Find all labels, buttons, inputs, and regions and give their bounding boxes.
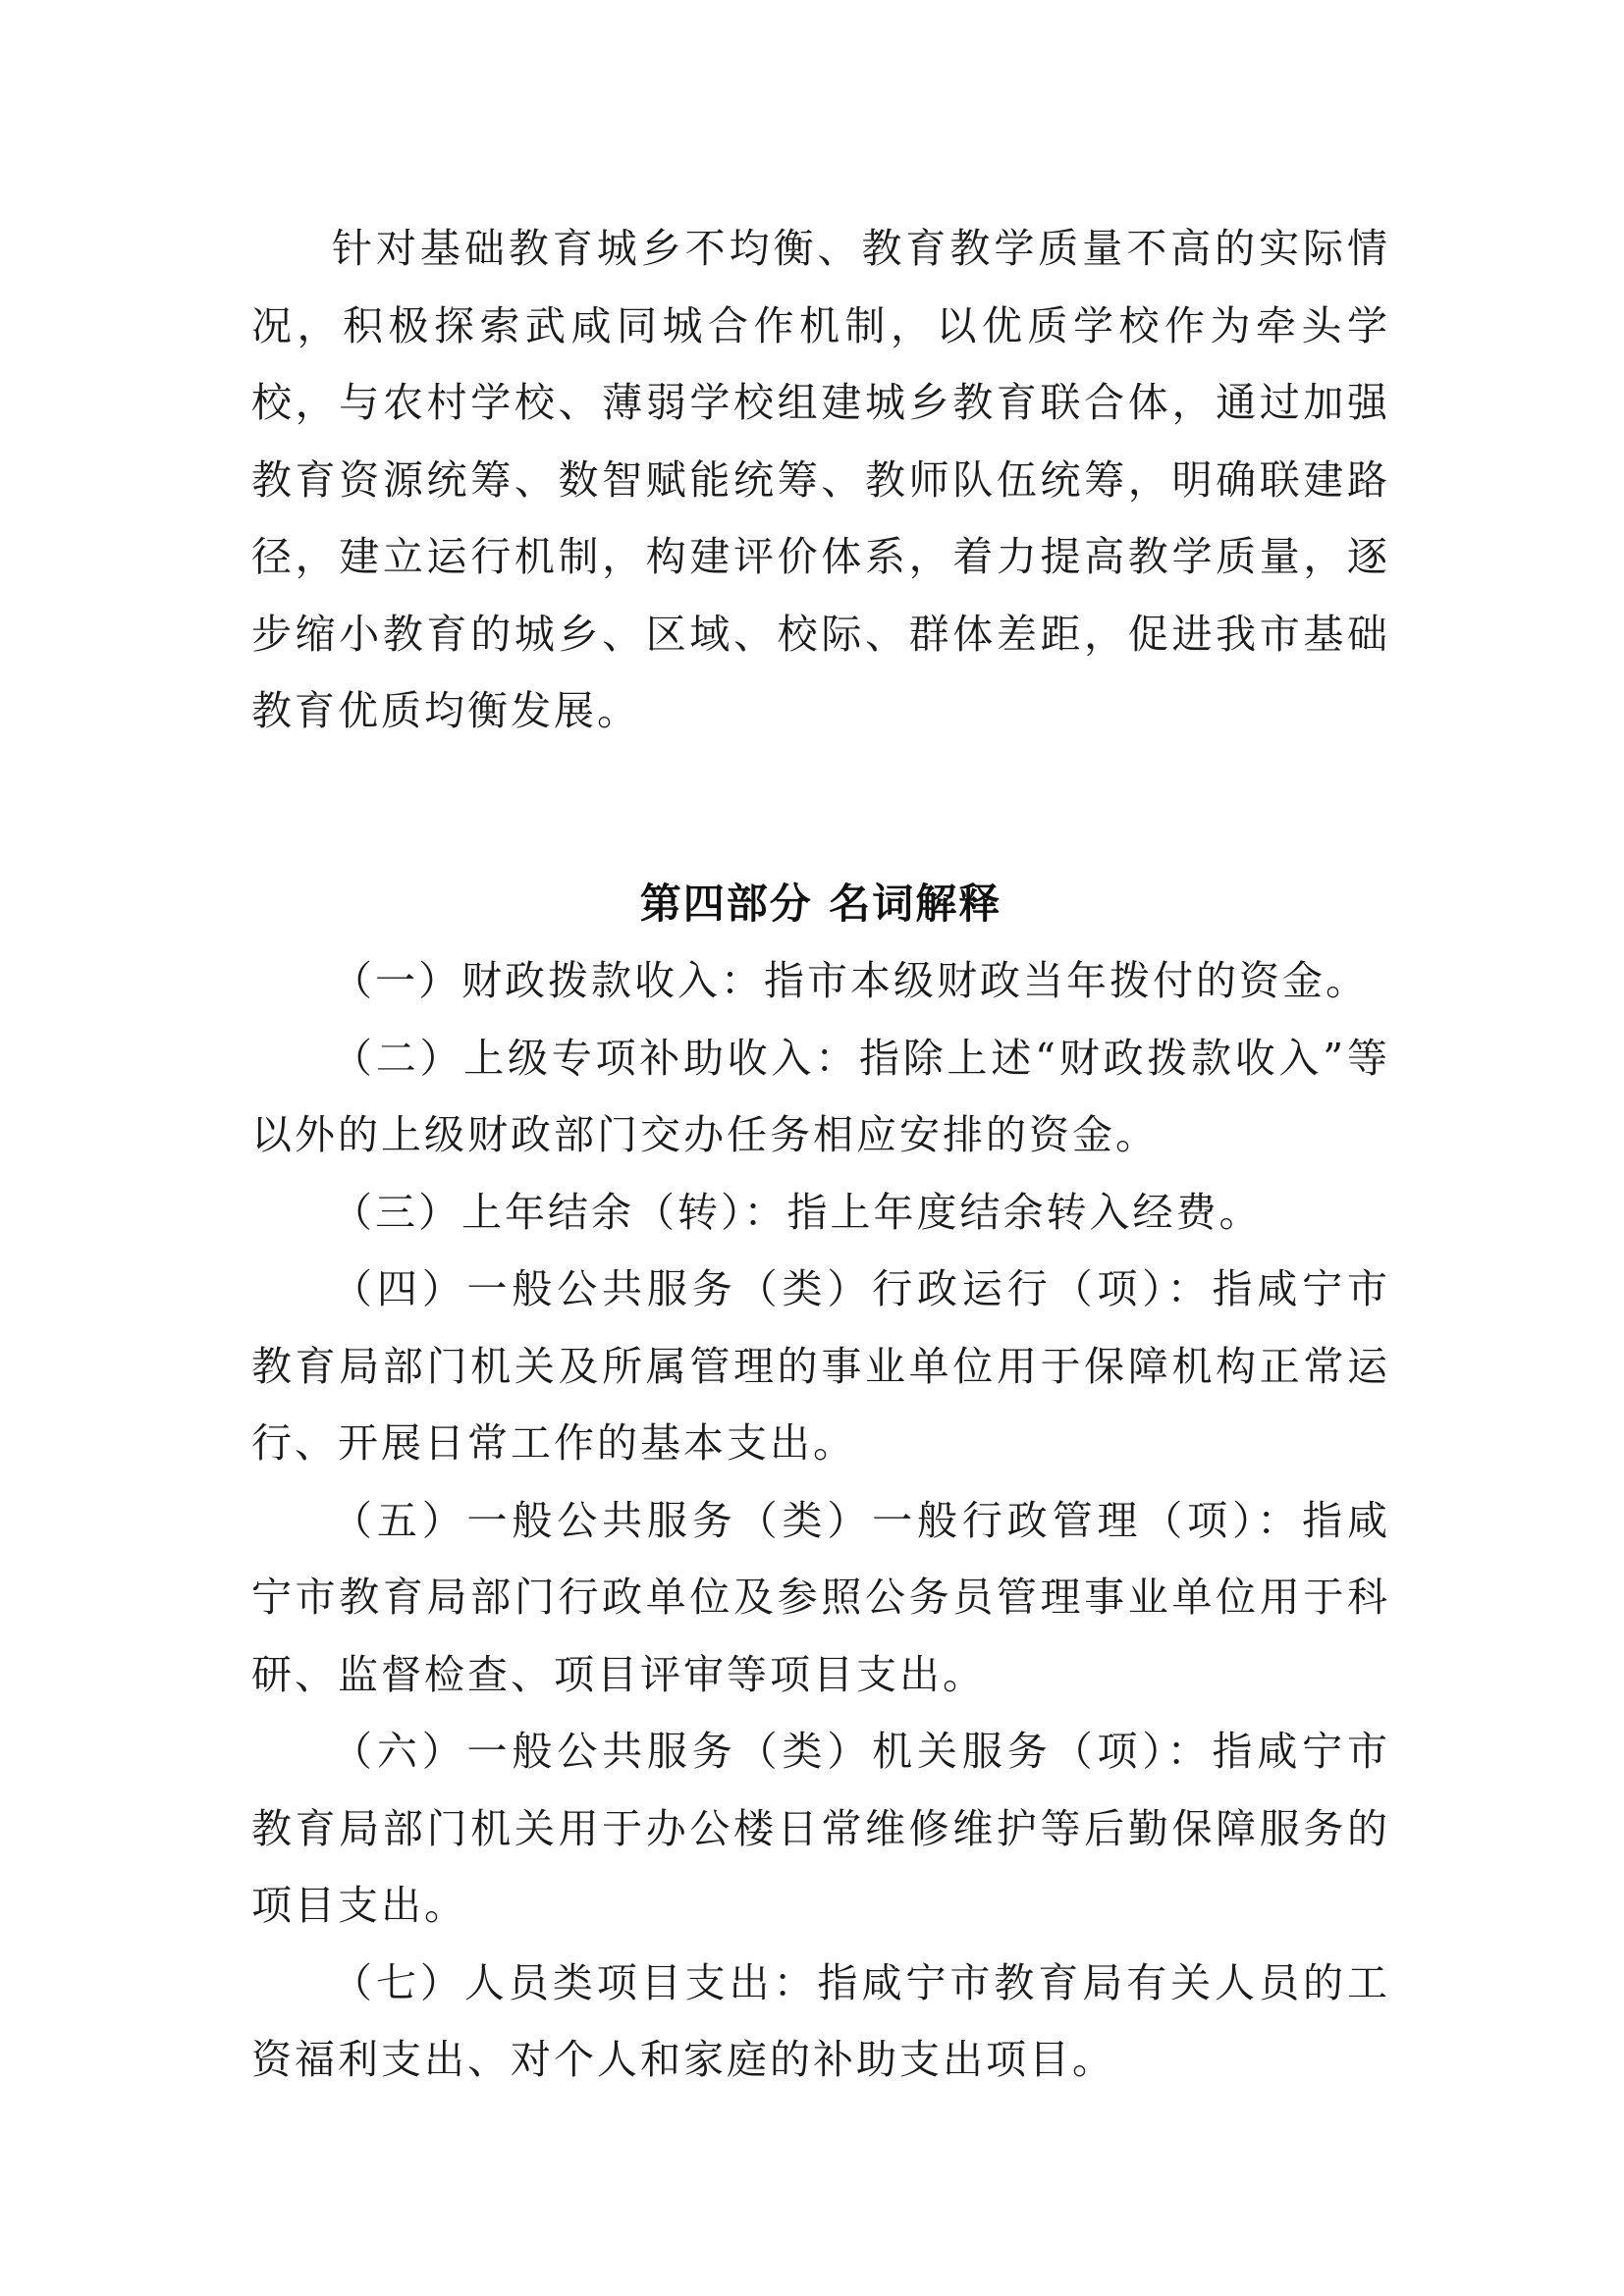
term-item-2: （二）上级专项补助收入：指除上述“财政拨款收入”等以外的上级财政部门交办任务相应安排的资金。 bbox=[251, 1034, 1390, 1158]
term-item-4: （四）一般公共服务（类）行政运行（项）：指咸宁市教育局部门机关及所属管理的事业单位用于保障机构正常运行、开展日常工作的基本支出。 bbox=[251, 1265, 1390, 1467]
term-item-7: （七）人员类项目支出：指咸宁市教育局有关人员的工资福利支出、对个人和家庭的补助支出项目。 bbox=[251, 1958, 1390, 2083]
term-item-6: （六）一般公共服务（类）机关服务（项）：指咸宁市教育局部门机关用于办公楼日常维修维护等后勤保障服务的项目支出。 bbox=[251, 1728, 1390, 1929]
document-body bbox=[251, 210, 1390, 2099]
term-item-3: （三）上年结余（转）：指上年度结余转入经费。 bbox=[332, 1188, 1263, 1236]
intro-paragraph: 针对基础教育城乡不均衡、教育教学质量不高的实际情况，积极探索武咸同城合作机制，以优质学校作为牵头学校，与农村学校、薄弱学校组建城乡教育联合体，通过加强教育资源统筹、数智赋能统筹、教师队伍统筹，明确联建路径，建立运行机制，构建评价体系，着力提高教学质量，逐步缩小教育的城乡、区域、校际、群体差距，促进我市基础教育优质均衡发展。 bbox=[251, 225, 1390, 734]
term-item-5: （五）一般公共服务（类）一般行政管理（项）：指咸宁市教育局部门行政单位及参照公务员管理事业单位用于科研、监督检查、项目评审等项目支出。 bbox=[251, 1496, 1390, 1698]
term-item-1: （一）财政拨款收入：指市本级财政当年拨付的资金。 bbox=[332, 957, 1369, 1004]
section-heading: 第四部分 名词解释 bbox=[639, 879, 1002, 928]
